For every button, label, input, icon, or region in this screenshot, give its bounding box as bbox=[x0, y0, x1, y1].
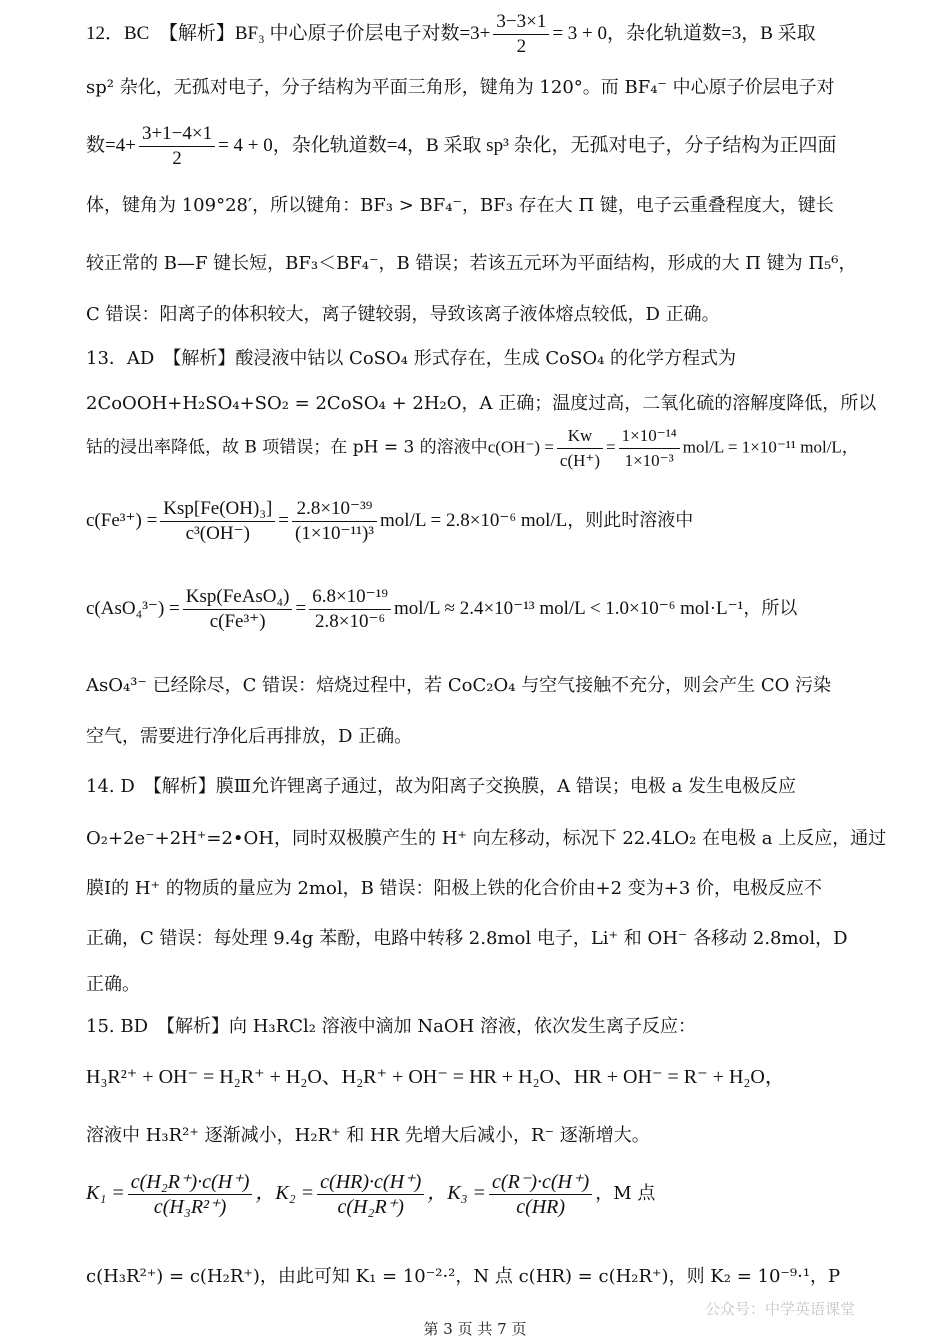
text-line: 膜Ⅰ的 H⁺ 的物质的量应为 2mol，B 错误：阳极上铁的化合价由+2 变为+3 价，电极反应不 bbox=[86, 878, 823, 899]
k-expressions-line bbox=[86, 1170, 655, 1219]
eq-lhs: c(AsO₄³⁻) = bbox=[86, 597, 180, 619]
q12-lead: 12．BC 【解析】BF₃ 中心原子价层电子对数=3+ bbox=[86, 22, 491, 44]
q13-text: 钴的浸出率降低，故 B 项错误；在 pH = 3 的溶液中 bbox=[86, 437, 488, 458]
fraction-numerator: c(R⁻)·c(H⁺) bbox=[489, 1170, 592, 1195]
fraction bbox=[489, 1170, 592, 1219]
fe-concentration-line: c(Fe³⁺) = $\frac{\text{Ksp[Fe(OH)₃]}}{\text{c³(OH⁻)}}$ = $\frac{\text{2.8×10⁻³⁹}}{\text{(1×10⁻¹¹)³}}$ mol/L = 2.8×10⁻⁶ mol/L，则此时溶液中 bbox=[86, 498, 694, 544]
fraction bbox=[557, 424, 603, 473]
fraction-denominator: 2 bbox=[516, 36, 527, 57]
q13-heading-line: 13．AD 【解析】酸浸液中钴以 CoSO₄ 形式存在，生成 CoSO₄ 的化学方程式为 bbox=[86, 348, 737, 369]
text-line: 体，键角为 109°28′，所以键角：BF₃ > BF₄⁻，BF₃ 存在大 Π 键，电子云重叠程度大，键长 bbox=[86, 195, 834, 216]
eq-lhs: c(OH⁻) = bbox=[487, 437, 554, 457]
text-line: 正确，C 错误：每处理 9.4g 苯酚，电路中转移 2.8mol 电子，Li⁺ 和 OH⁻ 各移动 2.8mol，D bbox=[86, 928, 848, 949]
text-line: 2CoOOH+H₂SO₄+SO₂ = 2CoSO₄ + 2H₂O，A 正确；温度过高，二氧化硫的溶解度降低，所以 bbox=[86, 393, 877, 414]
text-line: C 错误：阳离子的体积较大，离子键较弱，导致该离子液体熔点较低，D 正确。 bbox=[86, 304, 720, 325]
q12-text: ，杂化轨道数=3，B 采取 bbox=[607, 22, 816, 44]
fraction bbox=[317, 1170, 424, 1219]
q12-text2: ，杂化轨道数=4，B 采取 sp³ 杂化，无孤对电子，分子结构为正四面 bbox=[272, 134, 837, 156]
fraction bbox=[139, 122, 215, 171]
fraction-numerator: Ksp(FeAsO₄) bbox=[183, 585, 293, 610]
q15-text: ，M 点 bbox=[595, 1183, 656, 1205]
text-line: O₂+2e⁻+2H⁺=2•OH，同时双极膜产生的 H⁺ 向左移动，标况下 22.4LO₂ 在电极 a 上反应，通过 bbox=[86, 828, 887, 849]
fraction bbox=[292, 497, 377, 546]
page-footer: 第 3 页 共 7 页 bbox=[423, 1320, 527, 1338]
fraction-numerator: Kw bbox=[557, 424, 603, 449]
text-line: sp² 杂化，无孤对电子，分子结构为平面三角形，键角为 120°。而 BF₄⁻ 中心原子价层电子对 bbox=[86, 77, 835, 98]
fraction bbox=[160, 497, 275, 546]
fraction-denominator: 1×10⁻³ bbox=[624, 451, 674, 470]
q13-text: ，所以 bbox=[743, 597, 798, 619]
fraction-numerator: c(HR)·c(H⁺) bbox=[317, 1170, 424, 1195]
fraction bbox=[493, 10, 549, 59]
watermark-text: 公众号：中学英语课堂 bbox=[705, 1300, 856, 1318]
k2-label: ，K₂ = bbox=[255, 1182, 315, 1205]
fraction-numerator: 1×10⁻¹⁴ bbox=[619, 424, 680, 449]
q12-line3 bbox=[86, 122, 837, 171]
fraction-numerator: Ksp[Fe(OH)₃] bbox=[160, 497, 275, 522]
text-line: 空气，需要进行净化后再排放，D 正确。 bbox=[86, 726, 413, 747]
text-line: 较正常的 B—F 键长短，BF₃＜BF₄⁻，B 错误；若该五元环为平面结构，形成的大 Π 键为 Π₅⁶， bbox=[86, 253, 857, 274]
fraction-denominator: c(H₃R²⁺) bbox=[153, 1196, 227, 1218]
q13-ph-line: 钴的浸出率降低，故 B 项错误；在 pH = 3 的溶液中c(OH⁻) = $\frac{Kw}{c(H^+)}$ = $\frac{\text{1×10⁻¹⁴}}{\text{1×10⁻³}}$ mol/L = 1×10⁻¹¹ mol/L， bbox=[86, 424, 859, 473]
eq-result: mol/L = 2.8×10⁻⁶ mol/L bbox=[380, 509, 568, 531]
q15-heading-line: 15. BD 【解析】向 H₃RCl₂ 溶液中滴加 NaOH 溶液，依次发生离子反应： bbox=[86, 1016, 697, 1037]
aso4-concentration-line: c(AsO₄³⁻) = $\frac{\text{Ksp(FeAsO₄)}}{\text{c(Fe³⁺)}}$ = $\frac{\text{6.8×10⁻¹⁹}}{\text{2.8×10⁻⁶}}$ mol/L ≈ 2.4×10⁻¹³ mol/L < 1.0×10⁻⁶ mol·L⁻¹，所以 bbox=[86, 586, 798, 632]
fraction-numerator: 6.8×10⁻¹⁹ bbox=[309, 585, 391, 610]
fraction-denominator: 2 bbox=[172, 148, 182, 169]
q12-result: = 3 + 0 bbox=[552, 22, 608, 44]
q13-text: ，则此时溶液中 bbox=[567, 509, 694, 531]
fraction-denominator: c(HR) bbox=[516, 1196, 566, 1218]
ionic-equations-line: H₃R²⁺ + OH⁻ = H₂R⁺ + H₂O、H₂R⁺ + OH⁻ = HR + H₂O、HR + OH⁻ = R⁻ + H₂O， bbox=[86, 1066, 785, 1088]
fraction bbox=[619, 424, 680, 473]
eq-lhs: c(Fe³⁺) = bbox=[86, 509, 158, 531]
fraction-denominator: c(H⁺) bbox=[559, 451, 601, 470]
k3-label: ，K₃ = bbox=[427, 1182, 487, 1205]
fraction-numerator: c(H₂R⁺)·c(H⁺) bbox=[128, 1170, 253, 1195]
eq-result: mol/L ≈ 2.4×10⁻¹³ mol/L < 1.0×10⁻⁶ mol·L⁻¹ bbox=[394, 597, 744, 619]
fraction-denominator: c(H₂R⁺) bbox=[337, 1196, 404, 1218]
fraction-numerator: 3−3×1 bbox=[493, 10, 549, 35]
fraction-denominator: (1×10⁻¹¹)³ bbox=[295, 523, 374, 544]
fraction-denominator: c³(OH⁻) bbox=[185, 523, 250, 544]
k1-label: K₁ = bbox=[86, 1182, 125, 1205]
fraction bbox=[128, 1170, 253, 1219]
fraction bbox=[183, 585, 293, 634]
text-line: AsO₄³⁻ 已经除尽，C 错误：焙烧过程中，若 CoC₂O₄ 与空气接触不充分，则会产生 CO 污染 bbox=[86, 675, 832, 696]
fraction-denominator: c(Fe³⁺) bbox=[209, 611, 266, 632]
text-line: 正确。 bbox=[86, 974, 140, 995]
text-line: 溶液中 H₃R²⁺ 逐渐减小，H₂R⁺ 和 HR 先增大后减小，R⁻ 逐渐增大。 bbox=[86, 1125, 650, 1146]
fraction-numerator: 3+1−4×1 bbox=[139, 122, 215, 147]
fraction-denominator: 2.8×10⁻⁶ bbox=[315, 611, 386, 632]
k-values-line: c(H₃R²⁺) = c(H₂R⁺)，由此可知 K₁ = 10⁻²·²，N 点 c(HR) = c(H₂R⁺)，则 K₂ = 10⁻⁹·¹，P bbox=[86, 1266, 841, 1287]
q14-heading-line: 14. D 【解析】膜Ⅲ允许锂离子通过，故为阳离子交换膜，A 错误；电极 a 发生电极反应 bbox=[86, 776, 797, 797]
fraction bbox=[309, 585, 391, 634]
q12-lead2: 数=4+ bbox=[86, 134, 136, 156]
eq-result: mol/L = 1×10⁻¹¹ mol/L， bbox=[682, 437, 859, 457]
q12-result2: = 4 + 0 bbox=[218, 134, 273, 156]
fraction-numerator: 2.8×10⁻³⁹ bbox=[292, 497, 377, 522]
q12-line1 bbox=[86, 10, 816, 59]
